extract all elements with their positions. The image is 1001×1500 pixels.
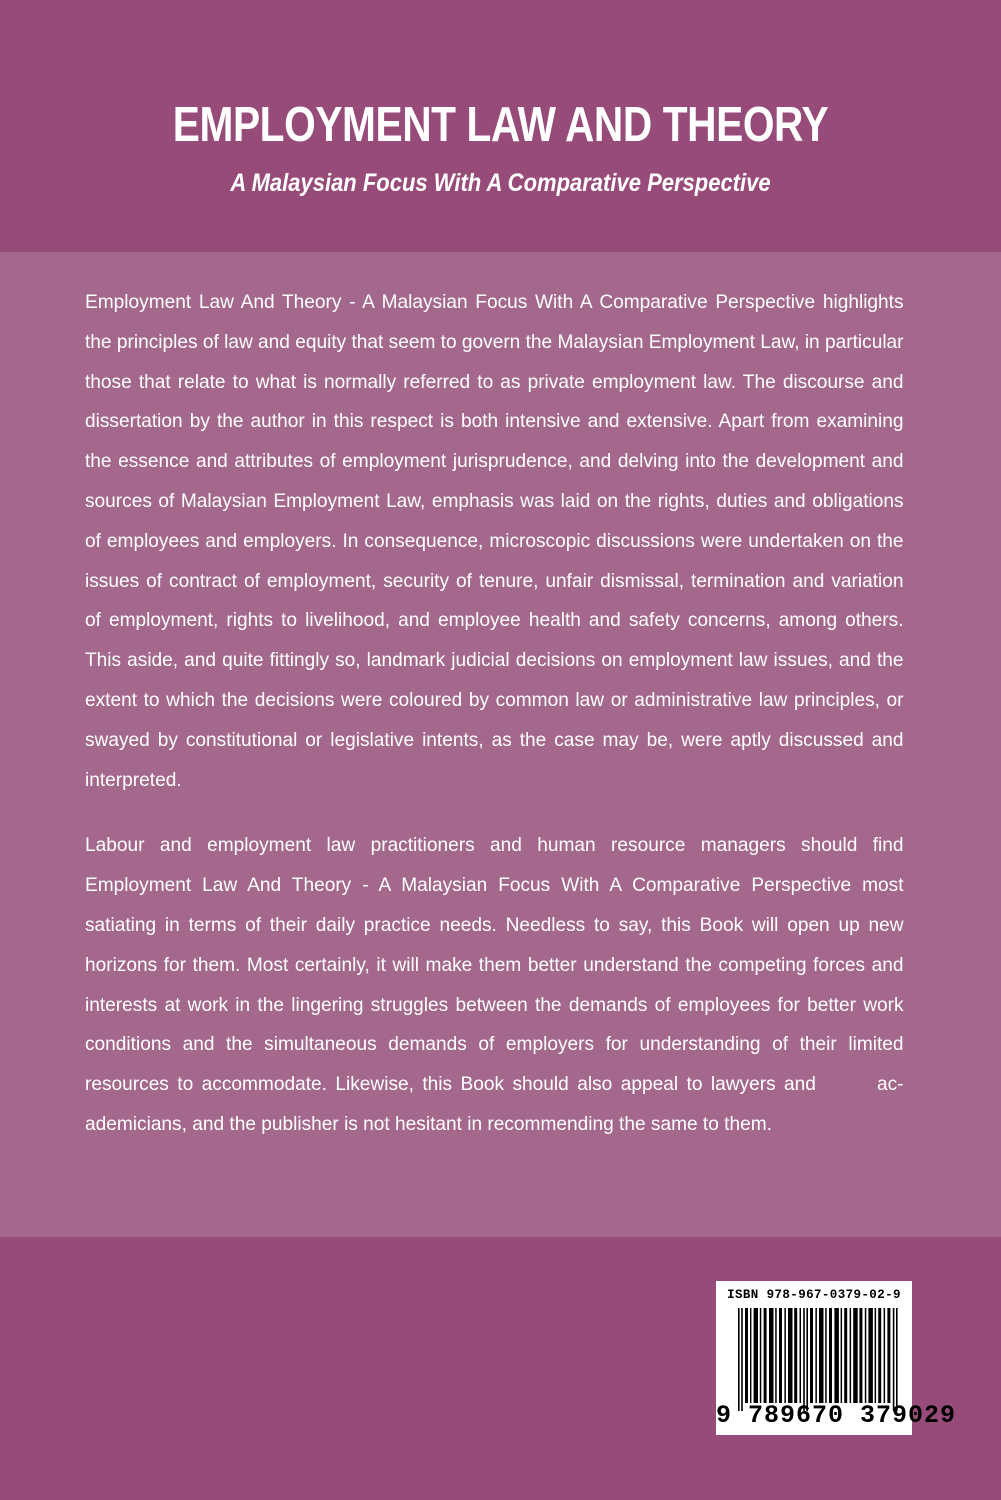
blurb-text-block [85, 283, 916, 1145]
blurb-paragraph-2 [85, 826, 904, 1144]
cover-header [0, 0, 1001, 252]
blurb-paragraph-1: Employment Law And Theory - A Malaysian Focus With A Comparative Perspective highlights the principles of law and equity that seem to govern the Malaysian Employment Law, in particular those that relate to what is normally referred to as private employment law. The discourse and dissertation by the author in this respect is both intensive and extensive. Apart from examining the essence and attributes of employment jurisprudence, and delving into the development and sources of Malaysian Employment Law, emphasis was laid on the rights, duties and obligations of employees and employers. In consequence, microscopic discussions were undertaken on the issues of contract of employment, security of tenure, unfair dismissal, termination and variation of employment, rights to livelihood, and employee health and safety concerns, among others. This aside, and quite fittingly so, landmark judicial decisions on employment law issues, and the extent to which the decisions were coloured by common law or administrative law principles, or swayed by constitutional or legislative intents, as the case may be, were aptly discussed and interpreted. [85, 291, 904, 791]
book-subtitle: A Malaysian Focus With A Comparative Perspective [230, 169, 771, 197]
blurb-paragraph-2-text: Labour and employment law practitioners and human resource managers should find Employment Law And Theory - A Malaysian Focus With A Comparative Perspective most satiating in terms of their daily practice needs. Needless to say, this Book will open up new horizons for them. Most certainly, it will make them better understand the competing forces and interests at work in the lingering struggles between the demands of employees for better work conditions and the simultaneous demands of employers for understanding of their limited resources to accommodate. Likewise, this Book should also appeal to lawyers and [85, 834, 904, 1096]
isbn-label: ISBN 978-967-0379-02-9 [727, 1288, 901, 1302]
blurb-paragraph-2-tail: ac-ademicians, and the publisher is not hesitant in recommending the same to them. [85, 1073, 904, 1135]
isbn-barcode [716, 1281, 957, 1435]
book-title: EMPLOYMENT LAW AND THEORY [172, 98, 829, 152]
barcode-bars-graphic [738, 1308, 898, 1411]
barcode-ean-digits: 9 789670 379029 [716, 1401, 957, 1430]
